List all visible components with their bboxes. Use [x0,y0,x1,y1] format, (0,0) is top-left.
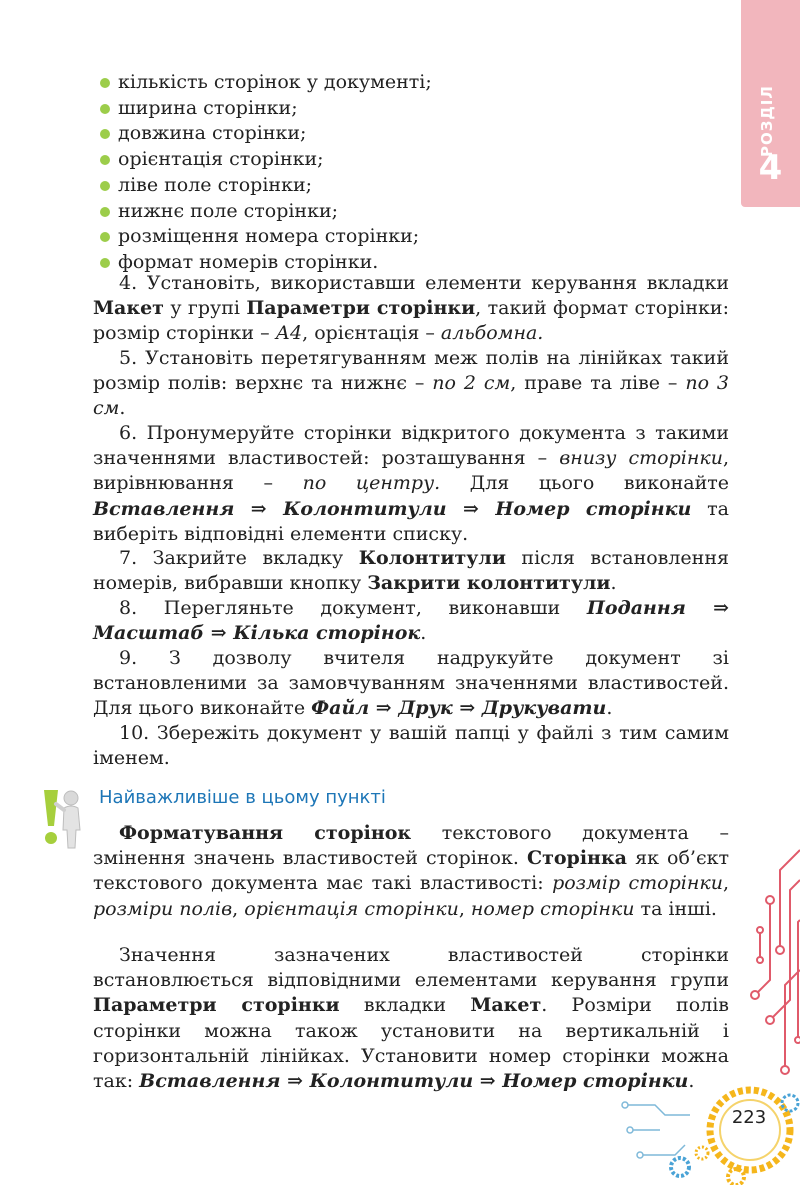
list-item: нижнє поле сторінки; [100,199,432,225]
step-8: 8. Перегляньте документ, виконавши Подання ⇒ Масштаб ⇒ Кілька сторінок. [93,597,729,645]
bullet-icon [100,258,110,268]
properties-list [100,70,432,276]
step-7: 7. Закрийте вкладку Колонтитули після встановлення номерів, вибравши кнопку Закрити колонтитули. [93,547,729,595]
list-item: розміщення номера сторінки; [100,224,432,250]
step-9: 9. З дозволу вчителя надрукуйте документ зі встановленими за замовчуванням значеннями властивостей. Для цього виконайте Файл ⇒ Друк ⇒ Друкувати. [93,647,729,720]
summary-paragraph-2: Значення зазначених властивостей сторінки встановлюється відповідними елементами керування групи Параметри сторінки вкладки Макет. Розміри полів сторінки можна також установити на вертикальній і горизонтальній лінійках. Установити номер сторінки можна так: Вставлення ⇒ Колонтитули ⇒ Номер сторінки. [93,944,729,1093]
list-item: ширина сторінки; [100,96,432,122]
bullet-icon [100,104,110,114]
bullet-icon [100,181,110,191]
bullet-icon [100,78,110,88]
exclamation-figure-icon [38,784,90,852]
list-item: довжина сторінки; [100,121,432,147]
step-10: 10. Збережіть документ у вашій папці у файлі з тим самим іменем. [93,722,729,770]
list-item: формат номерів сторінки. [100,250,432,276]
summary-paragraph-1: Форматування сторінок текстового документа – змінення значень властивостей сторінок. Сторінка як об’єкт текстового документа має такі властивості: розмір сторінки, розміри полів, орієнтація сторінки, номер сторінки та інші. [93,822,729,920]
step-6: 6. Пронумеруйте сторінки відкритого документа з такими значеннями властивостей: розташування – внизу сторінки, вирівнювання – по центру. Для цього виконайте Вставлення ⇒ Колонтитули ⇒ Номер сторінки та виберіть відповідні елементи списку. [93,422,729,545]
step-5: 5. Установіть перетягуванням меж полів на лінійках такий розмір полів: верхнє та нижнє – по 2 см, праве та ліве – по 3 см. [93,347,729,420]
page-number: 223 [731,1107,767,1128]
bullet-icon [100,207,110,217]
chapter-label: РОЗДІЛ [758,85,776,157]
list-item: орієнтація сторінки; [100,147,432,173]
bullet-icon [100,232,110,242]
section-heading: Найважливіше в цьому пункті [99,787,386,808]
step-4: 4. Установіть, використавши елементи керування вкладки Макет у групі Параметри сторінки, такий формат сторінки: розмір сторінки – А4, орієнтація – альбомна. [93,272,729,345]
list-item: ліве поле сторінки; [100,173,432,199]
bullet-icon [100,129,110,139]
chapter-number: 4 [758,148,783,188]
bullet-icon [100,155,110,165]
gears-decoration [620,1085,800,1185]
circuit-decoration [740,840,800,1090]
list-item: кількість сторінок у документі; [100,70,432,96]
